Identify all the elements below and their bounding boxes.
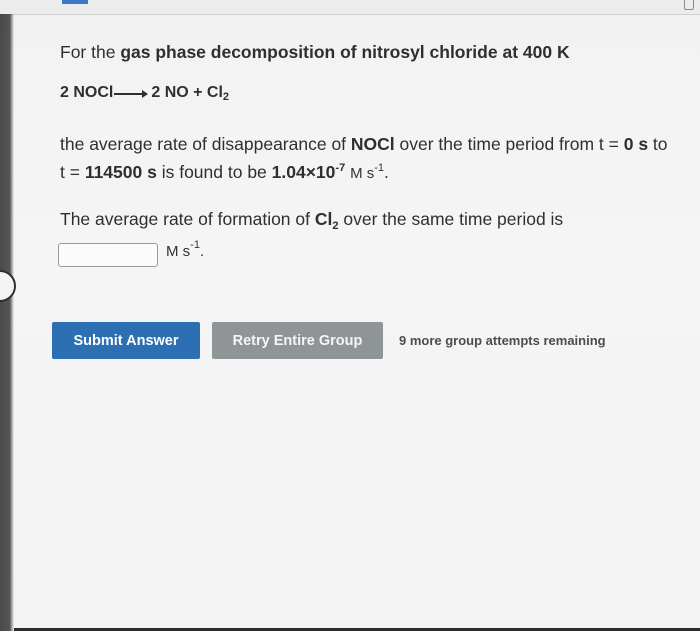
answer-end: .: [199, 242, 205, 260]
answer-unit-text: M s: [166, 242, 191, 260]
para1-exponent: -7: [335, 162, 346, 174]
para1-part1: the average rate of disappearance of: [60, 134, 351, 154]
para1-unit: M s: [350, 165, 375, 182]
product-subscript: 2: [222, 91, 230, 103]
para1-value: 1.04×10: [271, 162, 336, 182]
rate-paragraph: [60, 130, 670, 188]
reactant: 2 NOCl: [60, 84, 114, 101]
answer-unit-exponent: -1: [190, 238, 200, 251]
retry-entire-group-button[interactable]: Retry Entire Group: [212, 322, 383, 359]
left-edge-shadow: [0, 14, 14, 631]
para1-t1: 114500 s: [84, 162, 157, 182]
intro-prefix: For the: [60, 42, 121, 62]
answer-input[interactable]: [58, 243, 158, 267]
para1-unit-exponent: -1: [374, 162, 385, 174]
para1-part3: to t =: [60, 134, 668, 182]
reaction-equation: [60, 84, 670, 102]
formation-paragraph: [60, 206, 670, 235]
attempts-remaining-text: 9 more group attempts remaining: [399, 333, 606, 348]
submit-answer-button[interactable]: Submit Answer: [52, 322, 200, 359]
question-intro: [60, 40, 635, 64]
answer-row: [60, 238, 670, 267]
reaction-arrow-icon: [114, 87, 150, 99]
action-bar: [52, 322, 606, 359]
para1-part2: over the time period from t =: [394, 134, 624, 154]
para1-t0: 0 s: [623, 134, 649, 154]
question-content: [60, 40, 670, 267]
para2-part1: The average rate of formation of: [60, 209, 315, 229]
para1-species: NOCl: [350, 134, 395, 154]
para2-part2: over the same time period is: [338, 209, 564, 229]
para1-end: .: [384, 162, 389, 182]
answer-unit: [166, 238, 205, 260]
intro-bold: gas phase decomposition of nitrosyl chloride at 400 K: [120, 42, 570, 62]
para2-species-subscript: 2: [332, 220, 339, 232]
page-corner-icon: [684, 0, 694, 10]
para2-species: Cl: [314, 209, 333, 229]
product: 2 NO + Cl: [151, 84, 223, 101]
para1-part4: is found to be: [156, 162, 272, 182]
top-bar: [0, 0, 700, 15]
top-accent: [62, 0, 88, 4]
